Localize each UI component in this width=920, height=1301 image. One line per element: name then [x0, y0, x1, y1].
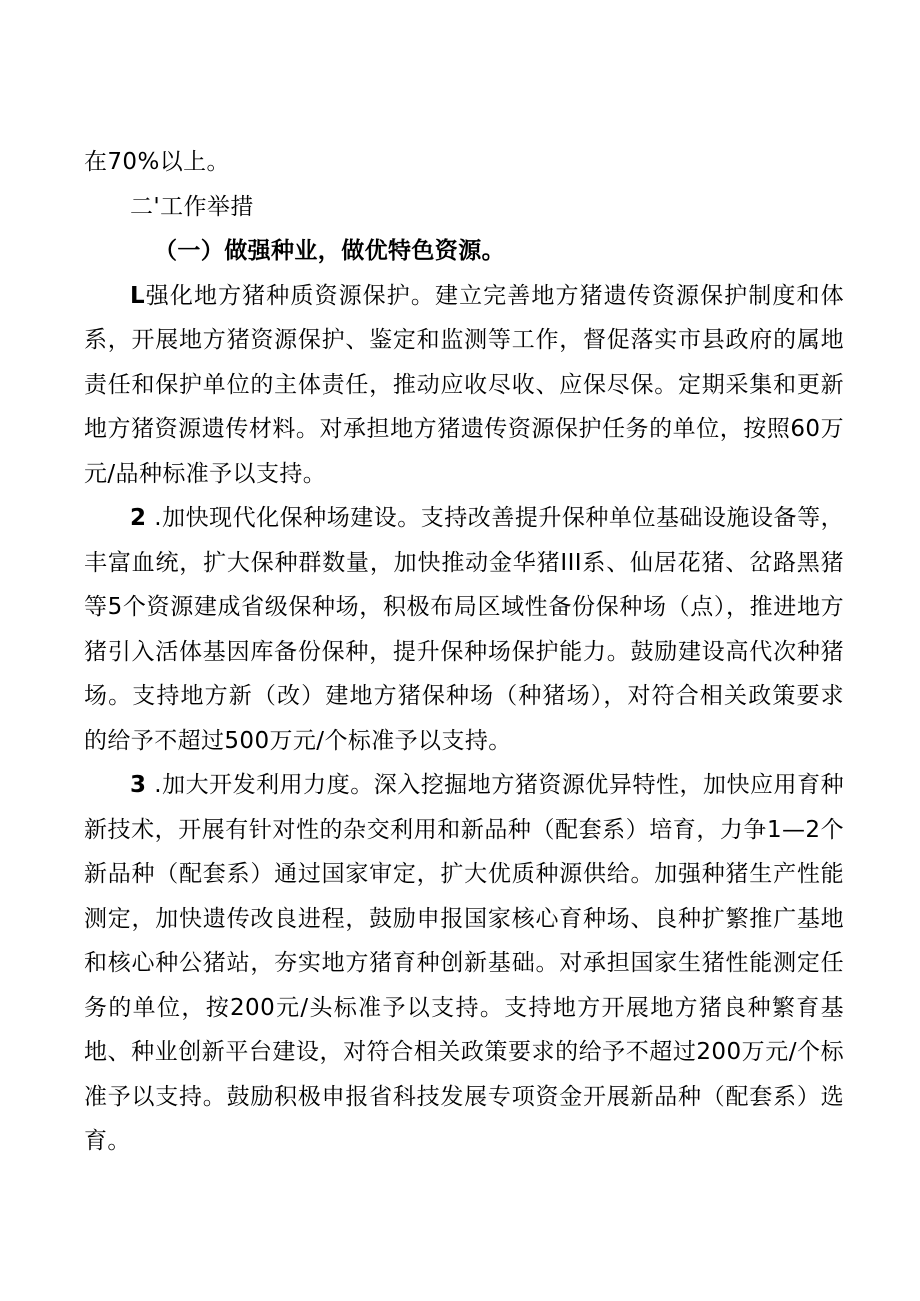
paragraph-2-text: .加快现代化保种场建设。支持改善提升保种单位基础设施设备等，丰富血统，扩大保种群数量，加快推动金华猪III系、仙居花猪、岔路黑猪等5个资源建成省级保种场，积极布局区域性备份保种场（点），推进地方猪引入活体基因库备份保种，提升保种场保护能力。鼓励建设高代次种猪场。支持地方新（改）建地方猪保种场（种猪场），对符合相关政策要求的给予不超过500万元/个标准予以支持。 — [84, 505, 844, 754]
paragraph-2 — [84, 496, 844, 763]
paragraph-2-number: 2 — [130, 505, 147, 531]
document-page — [84, 140, 844, 1164]
paragraph-1-text: 强化地方猪种质资源保护。建立完善地方猪遗传资源保护制度和体系，开展地方猪资源保护、鉴定和监测等工作，督促落实市县政府的属地责任和保护单位的主体责任，推动应收尽收、应保尽保。定期采集和更新地方猪资源遗传材料。对承担地方猪遗传资源保护任务的单位，按照60万元/品种标准予以支持。 — [84, 282, 844, 487]
section-heading: 二'工作举措 — [130, 193, 254, 220]
paragraph-3-text: .加大开发利用力度。深入挖掘地方猪资源优异特性，加快应用育种新技术，开展有针对性的杂交利用和新品种（配套系）培育，力争1—2个新品种（配套系）通过国家审定，扩大优质种源供给。加强种猪生产性能测定，加快遗传改良进程，鼓励申报国家核心育种场、良种扩繁推广基地和核心种公猪站，夯实地方猪育种创新基础。对承担国家生猪性能测定任务的单位，按200元/头标准予以支持。支持地方开展地方猪良种繁育基地、种业创新平台建设，对符合相关政策要求的给予不超过200万元/个标准予以支持。鼓励积极申报省科技发展专项资金开展新品种（配套系）选育。 — [84, 772, 844, 1154]
paragraph-3-number: 3 — [130, 772, 147, 798]
paragraph-3 — [84, 763, 844, 1164]
paragraph-1 — [84, 274, 844, 497]
continuation-line: 在70%以上。 — [84, 149, 230, 175]
paragraph-1-number: L — [130, 282, 146, 309]
subsection-heading: （一）做强种业，做优特色资源。 — [154, 238, 505, 264]
